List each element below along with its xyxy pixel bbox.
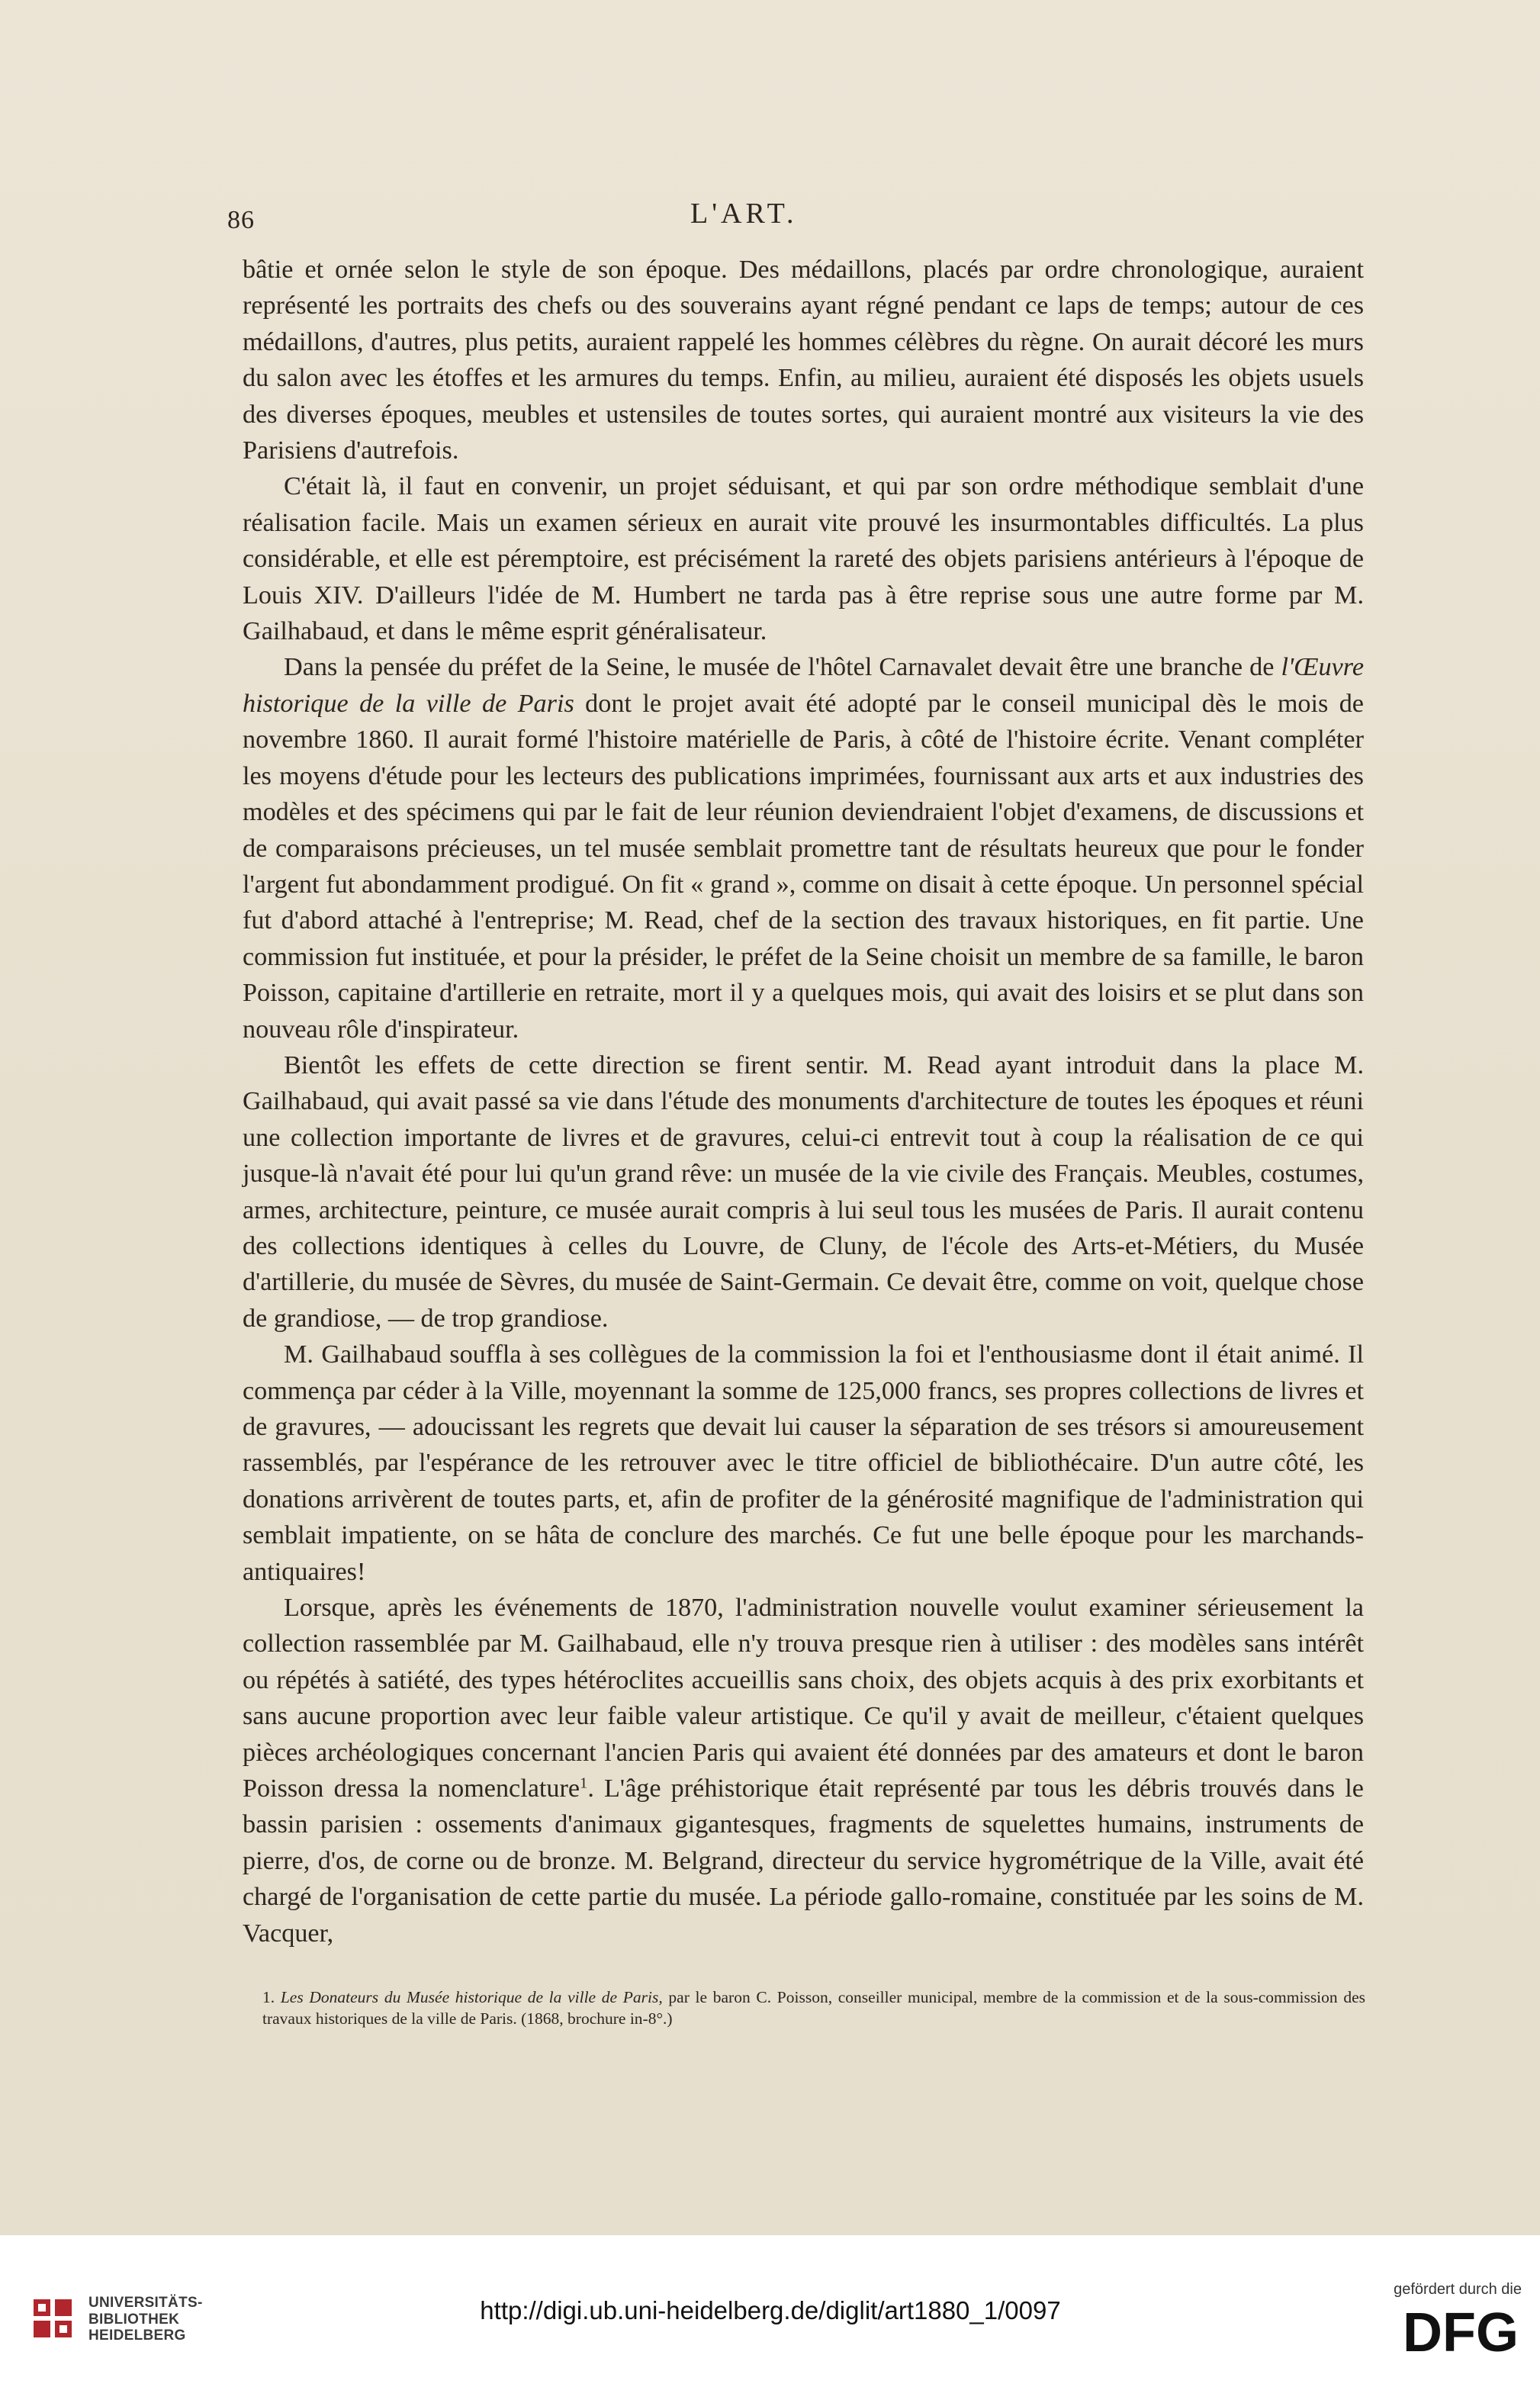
page-number: 86	[227, 206, 255, 234]
funding-note: gefördert durch die	[1394, 2281, 1522, 2298]
paragraph-6-lead: Lorsque, après les événements de 1870, l'administration nouvelle voulut examiner sérieusement la collection rassemblée par M. Gailhabaud, elle n'y trouva presque rien à utiliser : des modèles sans intérêt ou répétés à satiété, des types hétéroclites accueillis sans choix, des objets acquis à des prix exorbitants et sans aucune proportion avec leur faible valeur artistique. Ce qu'il y avait de meilleur, c'étaient quelques pièces archéologiques concernant l'ancien Paris qui avaient été données par des amateurs et dont le baron Poisson dressa la nomenclature	[243, 1594, 1364, 1803]
permalink-url[interactable]: http://digi.ub.uni-heidelberg.de/diglit/art1880_1/0097	[480, 2296, 1061, 2324]
paragraph-3	[243, 649, 1364, 1047]
viewer-footer	[0, 2235, 1540, 2400]
footnote	[262, 1987, 1365, 2029]
paragraph-2: C'était là, il faut en convenir, un projet séduisant, et qui par son ordre méthodique semblait d'une réalisation facile. Mais un examen sérieux en aurait vite prouvé les insurmontables difficultés. La plus considérable, et elle est péremptoire, est précisément la rareté des objets parisiens antérieurs à l'époque de Louis XIV. D'ailleurs l'idée de M. Humbert ne tarda pas à être reprise sous une autre forme par M. Gailhabaud, et dans le même esprit généralisateur.	[243, 472, 1364, 646]
running-head: L'ART.	[690, 198, 798, 230]
university-library-name[interactable]	[88, 2295, 203, 2344]
paragraph-1: bâtie et ornée selon le style de son époque. Des médaillons, placés par ordre chronologique, auraient représenté les portraits des chefs ou des souverains ayant régné pendant ce laps de temps; autour de ces médaillons, d'autres, plus petits, auraient rappelé les hommes célèbres du règne. On aurait décoré les murs du salon avec les étoffes et les armures du temps. Enfin, au milieu, auraient été disposés les objets usuels des diverses époques, meubles et ustensiles de toutes sortes, qui auraient montré aux visiteurs la vie des Parisiens d'autrefois.	[243, 256, 1364, 465]
paragraph-5: M. Gailhabaud souffla à ses collègues de la commission la foi et l'enthousiasme dont il était animé. Il commença par céder à la Ville, moyennant la somme de 125,000 francs, ses propres collections de livres et de gravures, — adoucissant les regrets que devait lui causer la séparation de ses trésors si amoureusement rassemblés, par l'espérance de les retrouver avec le titre officiel de bibliothécaire. D'un autre côté, les donations arrivèrent de toutes parts, et, afin de profiter de la générosité magnifique de l'administration qui semblait impatiente, on se hâta de conclure des marchés. Ce fut une belle époque pour les marchands-antiquaires!	[243, 1340, 1364, 1586]
article-body	[243, 252, 1364, 1951]
dfg-logo-text: DFG	[1403, 2305, 1519, 2356]
paragraph-6-rest: . L'âge préhistorique était représenté par tous les débris trouvés dans le bassin parisien : ossements d'animaux gigantesques, fragments de squelettes humains, instruments de pierre, d'os, de corne ou de bronze. M. Belgrand, directeur du service hygrométrique de la Ville, avait été chargé de l'organisation de cette partie du musée. La période gallo-romaine, constituée par les soins de M. Vacquer,	[243, 1774, 1364, 1948]
paragraph-3-lead: Dans la pensée du préfet de la Seine, le musée de l'hôtel Carnavalet devait être une branche de	[284, 653, 1281, 682]
footnote-text: par le baron C. Poisson, conseiller municipal, membre de la commission et de la sous-commission des travaux historiques de la ville de Paris. (1868, brochure in-8°.)	[262, 1988, 1366, 2028]
work-title: l'Œuvre historique de la ville de Paris	[243, 653, 1364, 718]
footnote-marker: 1.	[262, 1988, 281, 2006]
institution-line-3: HEIDELBERG	[88, 2328, 186, 2344]
paragraph-6	[243, 1590, 1364, 1951]
paragraph-3-rest: dont le projet avait été adopté par le conseil municipal dès le mois de novembre 1860. Il aurait formé l'histoire matérielle de Paris, à côté de l'histoire écrite. Venant compléter les moyens d'étude pour les lecteurs des publications imprimées, fournissant aux arts et aux industries des modèles et des spécimens qui par le fait de leur réunion deviendraient l'objet d'examens, de discussions et de comparaisons précieuses, un tel musée semblait promettre tant de résultats heureux que pour le fonder l'argent fut abondamment prodigué. On fit « grand », comme on disait à cette époque. Un personnel spécial fut d'abord attaché à l'entreprise; M. Read, chef de la section des travaux historiques, en fit partie. Une commission fut instituée, et pour la présider, le préfet de la Seine choisit un membre de sa famille, le baron Poisson, capitaine d'artillerie en retraite, mort il y a quelques mois, qui avait des loisirs et se plut dans son nouveau rôle d'inspirateur.	[243, 689, 1364, 1044]
institution-line-1: UNIVERSITÄTS-	[88, 2295, 203, 2311]
footnote-reference[interactable]: 1	[580, 1774, 588, 1792]
dfg-logo-icon[interactable]	[1369, 2305, 1519, 2356]
institution-line-2: BIBLIOTHEK	[88, 2311, 180, 2328]
footnote-title: Les Donateurs du Musée historique de la ville de Paris,	[280, 1988, 663, 2006]
university-seal-icon[interactable]	[31, 2296, 78, 2340]
paragraph-4: Bientôt les effets de cette direction se firent sentir. M. Read ayant introduit dans la place M. Gailhabaud, qui avait passé sa vie dans l'étude des monuments d'architecture de toutes les époques et réuni une collection importante de livres et de gravures, celui-ci entrevit tout à coup la réalisation de ce qui jusque-là n'avait été pour lui qu'un grand rêve: un musée de la vie civile des Français. Meubles, costumes, armes, architecture, peinture, ce musée aurait compris à lui seul tous les musées de Paris. Il aurait contenu des collections identiques à celles du Louvre, de Cluny, de l'école des Arts-et-Métiers, du Musée d'artillerie, du musée de Sèvres, du musée de Saint-Germain. Ce devait être, comme on voit, quelque chose de grandiose, — de trop grandiose.	[243, 1050, 1364, 1333]
